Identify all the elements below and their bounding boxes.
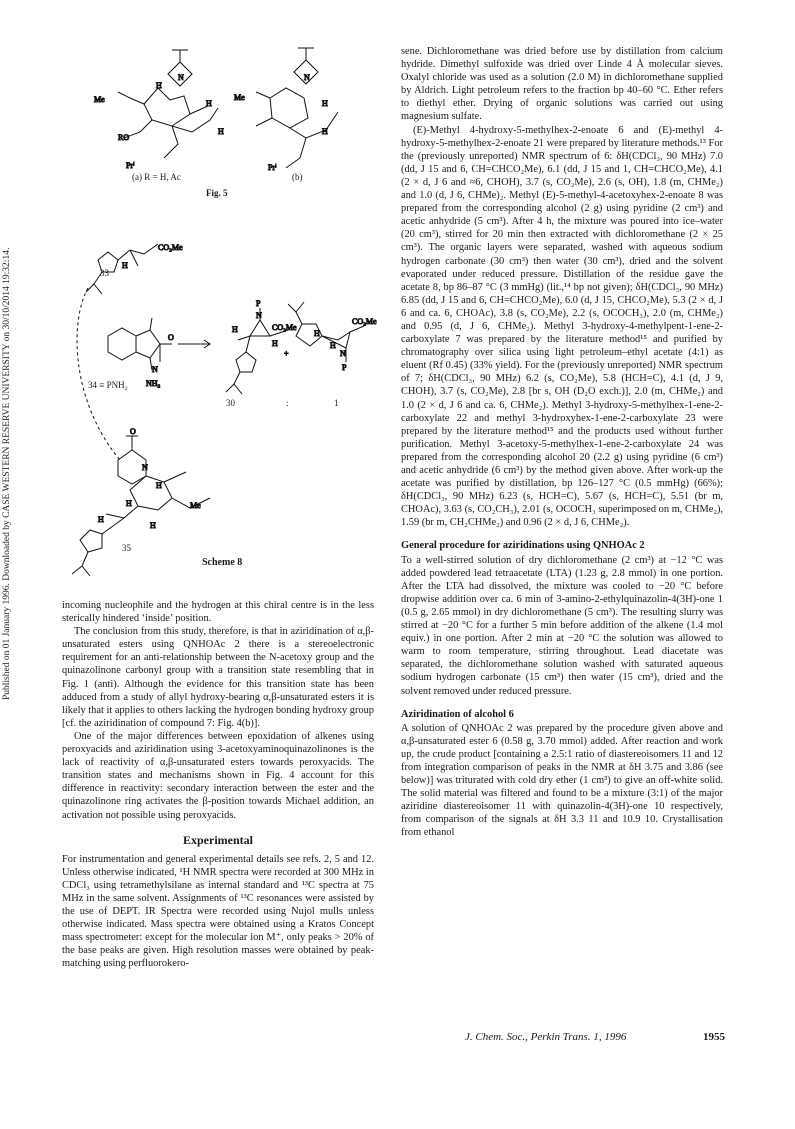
label-h-35a: H: [156, 481, 162, 490]
compound-33-label: 33: [100, 268, 109, 278]
compound-30-structure: [226, 308, 288, 394]
aziridination-paragraph: A solution of QNHOAc 2 was prepared by the procedure given above and α,β-unsaturated ester 6 (0.58 g, 3.70 mmol) added. After reaction and work up, the crude product [containing a 2.5:1 ratio of diastereoisomers 11 and 12 from integration comparison of peaks in the NMR at δH 3.75 and 3.86 (see below)] was triturated with cold dry ether (1 cm³) to give an off-white solid. The solid material was filtered and found to be a mixture (3:1) of the major aziridine diastereoisomer 11 with quinazolin-4(3H)-one 10 respectively, from comparison of the signals at δH 3.3 11 and 10.9 10. Crystallisation from ethanol: [401, 722, 723, 839]
experimental-paragraph: For instrumentation and general experimental details see refs. 2, 5 and 12. Unless otherwise indicated, ¹H NMR spectra were recorded at 300 MHz in CDCl₃ using tetramethylsilane as internal standard and ¹³C spectra at 75 MHz in the same solvent. Assignments of ¹³C resonances were assisted by the use of DEPT. IR Spectra were recorded using Nujol mulls unless otherwise indicated. Mass spectra were obtained using a Kratos Concept mass spectrometer: except for the molecular ion M⁺, only peaks > 20% of the base peaks are given. High resolution masses were obtained by peak-matching using perfluorokero-: [62, 853, 374, 970]
left-column: [62, 599, 374, 971]
label-h-b1: H: [322, 99, 328, 108]
right-paragraph-2: (E)-Methyl 4-hydroxy-5-methylhex-2-enoate 6 and (E)-methyl 4-hydroxy-5-methylhex-2-enoate 21 were prepared by literature methods.¹³ For the (previously unreported) NMR spectrum of 6: δH(CDCl₃, 90 MHz) 7.0 (dd, J 15 and 6, CH=CHCO₂Me), 6.1 (dd, J 15 and 1, CH=CHCO₂Me), 4.1 (2 × d, J 6 and ≈6, CHOH), 3.7 (s, CO₂Me), 2.6 (s, OH), 1.8 (m, CHMe₂) and 1.0 (d, J 6, CHMe)₂. Methyl (E)-5-methyl-4-acetoxyhex-2-enoate 8 was prepared from the corresponding alcohol (2 g) using pyridine (2 cm³) and acetic anhydride (5 cm³). After 4 h, the mixture was poured into ice–water (20 cm³), stirred for 20 min then extracted with dichloromethane (2 × 25 cm³). The organic layers were separated, washed with aqueous sodium hydrogen carbonate (30 cm³) then water (30 cm³), dried and the solvent evaporated under reduced pressure. Distillation of the residue gave the acetate 8, bp 86–87 °C (3 mmHg) (lit.,¹⁴ bp not given); δH(CDCl₃, 90 MHz) 6.85 (dd, J 15 and 6, CH=CHCO₂Me), 6.0 (d, J 15, CHCO₂Me), 5.3 (2 × d, J 6 and ca. 6, CHOAc), 3.8 (s, CO₂Me), 2.2 (s, OCOCH₃), 2.0 (m, CHMe₂) and 0.95 (d, J 6, CHMe₂). Methyl 3-hydroxy-4-methylpent-1-ene-2-carboxylate 7 was prepared by the literature method¹⁵ and purified by chromatography over silica using light petroleum–ethyl acetate (4:1) as eluent (Rf 0.45) (33% yield). For the (previously unreported) NMR spectrum of 7; δH(CDCl₃, 90 MHz) 6.2 (s, CO₂Me), 5.8 (HCH=C), 4.1 (d, J 9, CHOH), 3.7 (s, CO₂Me), 2.8 [br s, OH (D₂O exch.)], 2.0 (m, CHMe₂) and 1.0 (2 × d, J 6 and ca. 6, CHMe₂). Methyl 3-hydroxy-5-methylhex-1-ene-2-carboxylate 22 and methyl 3-hydroxyhex-1-ene-2-carboxylate 23 were prepared by the literature method¹⁵ and the products used without further purification. Methyl 3-acetoxy-5-methylhex-1-ene-2-carboxylate 24 was prepared from the corresponding alcohol 20 (2.2 g) using pyridine (6 cm³) and acetic anhydride (6 cm³) by the method given above. After work-up the acetate was purified by distillation, bp 126–127 °C (0.5 mmHg) (66%); δH(CDCl₃, 90 MHz) 6.23 (s, HCH=C), 5.67 (s, HCH=C), 5.51 (br m, CHOAc), 3.63 (s, CO₂CH₃), 2.01 (s, OCOCH₃ superimposed on m, CHMe₂), 1.59 (br m, CH₂CHMe₂) and 0.96 (2 × d, J 6, CHMe₂).: [401, 124, 723, 529]
fig5-panel-a: [118, 50, 218, 158]
panel-b-label: (b): [292, 172, 303, 182]
label-h-b2: H: [322, 127, 328, 136]
label-h-1b: H: [330, 341, 336, 350]
label-pr-a: Prⁱ: [126, 161, 135, 170]
left-paragraph-1: incoming nucleophile and the hydrogen at this chiral centre is in the less sterically hindered ‘inside’ position.: [62, 600, 374, 625]
label-n-35: N: [142, 463, 148, 472]
general-procedure-paragraph: To a well-stirred solution of dry dichloromethane (2 cm³) at −12 °C was added powdered lead tetraacetate (LTA) (1.23 g, 2.8 mmol) in one portion. After the LTA had dissolved, the mixture was cooled to −20 °C before dropwise addition over ca. 6 min of 3-amino-2-ethylquinazolin-4(3H)-one 1 (0.5 g, 2.65 mmol) in dry dichloromethane (5 cm³). The resulting slurry was stirred at −20 °C for a further 5 min before addition of the alkene (1.4 mol equiv.) in one portion. After 2 min at −20 °C the solution was allowed to warm to room temperature, stirring throughout. Lead diacetate was separated, the dichloromethane solution washed with saturated aqueous sodium hydrogen carbonate (15 cm³) then water (15 cm³), dried and the solvent removed under reduced pressure.: [401, 554, 723, 697]
label-n-1: N: [340, 349, 346, 358]
scheme-figure: [60, 40, 378, 595]
download-notice-text: Published on 01 January 1996. Downloaded by CASE WESTERN RESERVE UNIVERSITY on 30/10/2014 19:32:14.: [2, 247, 12, 700]
label-co2me-30: CO₂Me: [272, 323, 297, 332]
aziridination-heading: Aziridination of alcohol 6: [401, 708, 514, 720]
page-number: 1955: [703, 1031, 725, 1043]
label-h-1a: H: [314, 329, 320, 338]
left-paragraph-3: One of the major differences between epoxidation of alkenes using peroxyacids and aziridination using 3-acetoxyaminoquinazolinones is the lack of reactivity of α,β-unsaturated esters towards peroxyacids. The transition states and mechanisms shown in Fig. 4 account for this difference in reactivity: secondary interaction between the ester and the quinazolinone ring activates the β-position towards Michael addition, an activation not possible using peroxyacids.: [62, 730, 374, 821]
label-n-34: N: [152, 365, 158, 374]
label-h-a3: H: [156, 81, 162, 90]
label-n-30: N: [256, 311, 262, 320]
compound-30-label: 30: [226, 398, 235, 408]
label-ro: RO: [118, 133, 130, 142]
experimental-heading: Experimental: [183, 832, 253, 847]
compound-34-structure: [77, 288, 172, 460]
compound-35-label: 35: [122, 543, 131, 553]
reaction-arrow: [178, 340, 210, 348]
label-h-35b: H: [126, 499, 132, 508]
journal-citation: J. Chem. Soc., Perkin Trans. 1, 1996: [465, 1031, 627, 1043]
label-me-a: Me: [94, 95, 105, 104]
label-co2me-33: CO₂Me: [158, 243, 183, 252]
scheme8-caption: Scheme 8: [202, 557, 243, 568]
label-h-a2: H: [218, 127, 224, 136]
panel-a-label: (a) R = H, Ac: [132, 172, 181, 182]
fig5-panel-b: [256, 48, 338, 168]
label-h-33: H: [122, 261, 128, 270]
right-paragraph-1: sene. Dichloromethane was dried before use by distillation from calcium hydride. Dimethyl sulfoxide was dried over Linde 4 Å molecular sieves. Oxalyl chloride was used as a solution (2.0 M) in dichloromethane supplied by Aldrich. Light petroleum refers to the fraction bp 40–60 °C. Ether refers to diethyl ether. Drying of organic solutions was carried out using magnesium sulfate.: [401, 46, 723, 123]
label-h-30b: H: [272, 339, 278, 348]
label-h-35d: H: [150, 521, 156, 530]
label-o-35: O: [130, 427, 136, 436]
label-h-a1: H: [206, 99, 212, 108]
label-co2me-1: CO₂Me: [352, 317, 377, 326]
label-me-b: Me: [234, 93, 245, 102]
ratio-one: 1: [334, 398, 339, 408]
label-p-30: P: [256, 299, 261, 308]
compound-1-structure: [288, 302, 364, 362]
left-paragraph-2: The conclusion from this study, therefore, is that in aziridination of α,β-unsaturated esters using QNHOAc 2 there is a stereoelectronic requirement for an anti-relationship between the N-acetoxy group and the quinazolinone carbonyl group with a transition state resembling that in Fig. 1 (anti). Although the evidence for this transition state has been adduced from a study of allyl hydroxy-bearing α,β-unsaturated esters it is likely that it applies to others lacking the hydrogen bonding hydroxy group [cf. the aziridination of compound 7: Fig. 4(b)].: [62, 626, 374, 729]
fig5-caption: Fig. 5: [206, 188, 228, 198]
download-notice: [0, 60, 18, 700]
label-pr-b: Prⁱ: [268, 163, 277, 172]
label-plus: +: [284, 349, 289, 358]
ratio-colon: :: [286, 398, 289, 408]
label-h-35c: H: [98, 515, 104, 524]
page-footer: [465, 1031, 725, 1043]
label-n-a: N: [178, 73, 184, 82]
label-nh2: NH₂: [146, 379, 161, 388]
general-procedure-heading: General procedure for aziridinations using QNHOAc 2: [401, 540, 645, 552]
label-p-1: P: [342, 363, 347, 372]
label-me-35: Me: [190, 501, 201, 510]
label-n-b: N: [304, 73, 310, 82]
scheme-drawing: [60, 40, 378, 595]
right-column: [401, 45, 723, 840]
label-h-30a: H: [232, 325, 238, 334]
compound-34-label: 34 ≡ PNH₂: [88, 380, 128, 390]
label-o-34: O: [168, 333, 174, 342]
